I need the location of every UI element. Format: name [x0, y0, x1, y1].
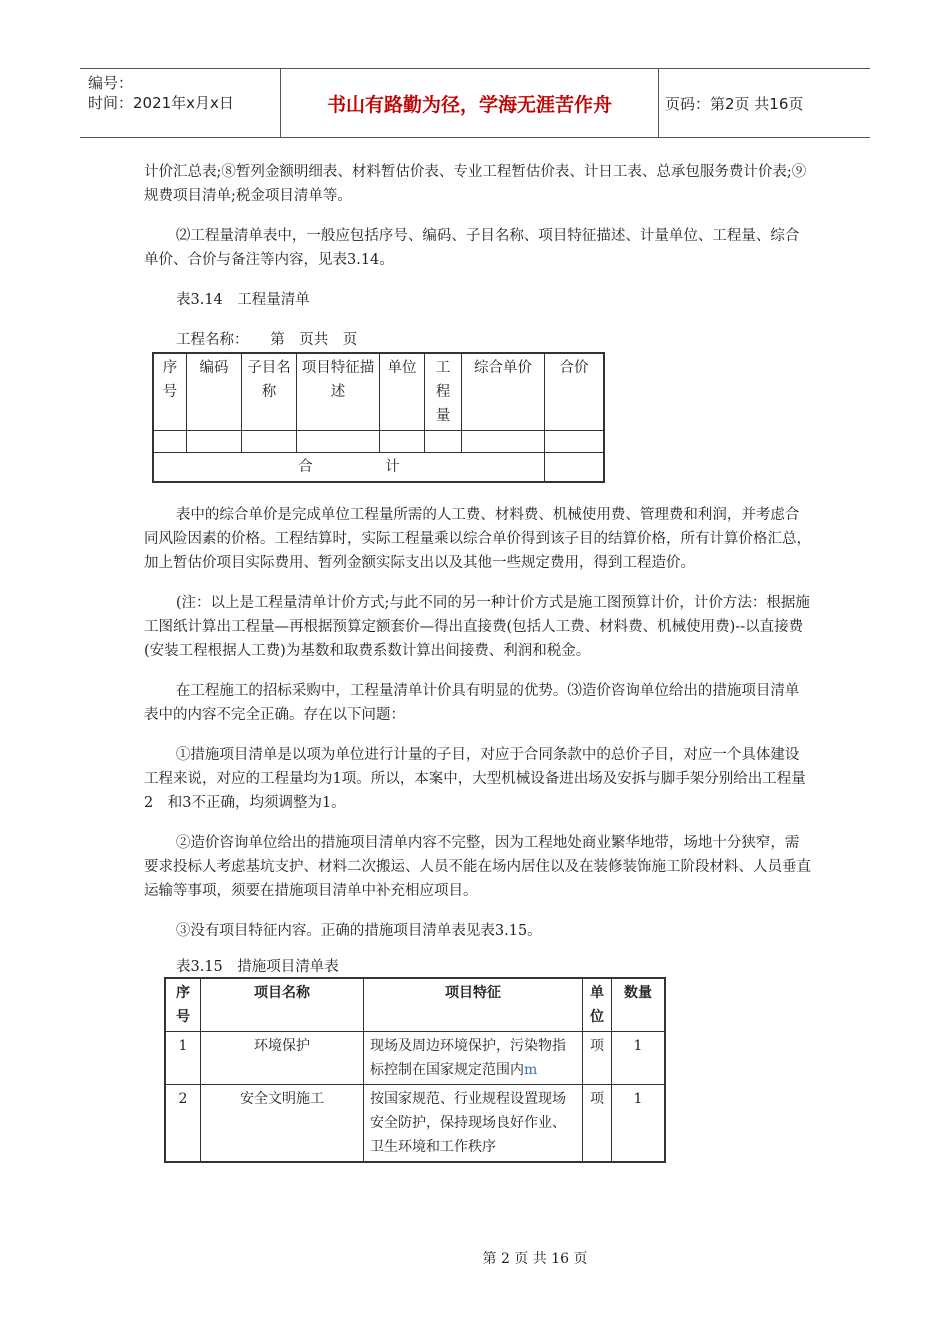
table-cell — [153, 431, 187, 453]
table-cell — [187, 431, 242, 453]
col-header: 序号 — [153, 353, 187, 431]
col-header: 合价 — [545, 353, 605, 431]
col-header: 项目特征描述 — [297, 353, 380, 431]
row-name: 环境保护 — [201, 1032, 364, 1085]
paragraph: 表中的综合单价是完成单位工程量所需的人工费、材料费、机械使用费、管理费和利润，并考虑合同风险因素的价格。工程结算时，实际工程量乘以综合单价得到该子目的结算价格，所有计算价格汇总，加上暂估价项目实际费用、暂列金额实际支出以及其他一些规定费用，得到工程造价。 — [144, 507, 811, 571]
row-qty: 1 — [612, 1032, 666, 1085]
table-row — [153, 431, 604, 453]
total-label: 合 计 — [153, 453, 545, 483]
table-cell — [425, 431, 462, 453]
table-cell — [242, 431, 297, 453]
paragraph: ⑵工程量清单表中，一般应包括序号、编码、子目名称、项目特征描述、计量单位、工程量、综合单价、合价与备注等内容，见表3.14。 — [144, 228, 800, 268]
paragraph: (注：以上是工程量清单计价方式;与此不同的另一种计价方式是施工图预算计价，计价方法：根据施工图纸计算出工程量—再根据预算定额套价—得出直接费(包括人工费、材料费、机械使用费)--以直接费(安装工程根据人工费)为基数和取费系数计算出间接费、利润和税金。 — [144, 595, 810, 659]
table-cell — [380, 431, 425, 453]
table-header-row — [165, 978, 665, 1032]
table-cell — [545, 431, 605, 453]
row-unit: 项 — [583, 1085, 612, 1163]
row-name: 安全文明施工 — [201, 1085, 364, 1163]
row-feature — [364, 1032, 583, 1085]
number-label: 编号： — [88, 74, 134, 92]
col-header: 单位 — [380, 353, 425, 431]
page-header — [80, 68, 870, 138]
row-qty: 1 — [612, 1085, 666, 1163]
header-meta — [80, 69, 281, 137]
paragraph: 在工程施工的招标采购中，工程量清单计价具有明显的优势。⑶造价咨询单位给出的措施项目清单表中的内容不完全正确。存在以下问题： — [144, 683, 800, 723]
col-header: 工程量 — [425, 353, 462, 431]
row-unit: 项 — [583, 1032, 612, 1085]
table2-caption: 表3.15 措施项目清单表 — [176, 959, 339, 975]
paragraph: ①措施项目清单是以项为单位进行计量的子目，对应于合同条款中的总价子目，对应一个具体建设工程来说，对应的工程量均为1项。所以，本案中，大型机械设备进出场及安拆与脚手架分别给出工程量2 和3不正确，均须调整为1。 — [144, 747, 806, 811]
header-page-label: 页码：第2页 共16页 — [665, 94, 804, 113]
table-row — [165, 1032, 665, 1085]
table-cell — [462, 431, 545, 453]
col-header: 综合单价 — [462, 353, 545, 431]
row-feature: 按国家规范、行业规程设置现场安全防护，保持现场良好作业、卫生环境和工作秩序 — [364, 1085, 583, 1163]
row-number: 2 — [165, 1085, 201, 1163]
row-number: 1 — [165, 1032, 201, 1085]
col-header: 数量 — [612, 978, 666, 1032]
table1-subcaption: 工程名称： 第 页共 页 — [176, 332, 358, 348]
footer-page-number: 第 2 页 共 16 页 — [482, 1251, 588, 1267]
col-header: 项目名称 — [201, 978, 364, 1032]
document-body — [144, 160, 812, 1163]
table-total-row — [153, 453, 604, 483]
feature-tail: m — [524, 1062, 538, 1078]
table-row — [165, 1085, 665, 1163]
col-header: 项目特征 — [364, 978, 583, 1032]
header-motto: 书山有路勤为径，学海无涯苦作舟 — [281, 69, 659, 137]
table-cell — [545, 453, 605, 483]
paragraph: ②造价咨询单位给出的措施项目清单内容不完整，因为工程地处商业繁华地带，场地十分狭窄，需要求投标人考虑基坑支护、材料二次搬运、人员不能在场内居住以及在装修装饰施工阶段材料、人员垂直运输等事项，须要在措施项目清单中补充相应项目。 — [144, 835, 811, 899]
quantity-list-table — [152, 352, 605, 483]
paragraph: ③没有项目特征内容。正确的措施项目清单表见表3.15。 — [175, 923, 542, 939]
measure-items-table — [164, 977, 666, 1163]
page-footer — [0, 1248, 950, 1268]
col-header: 子目名称 — [242, 353, 297, 431]
time-label: 时间：2021年x月x日 — [88, 94, 234, 112]
table-cell — [297, 431, 380, 453]
paragraph: 计价汇总表;⑧暂列金额明细表、材料暂估价表、专业工程暂估价表、计日工表、总承包服务费计价表;⑨规费项目清单;税金项目清单等。 — [144, 164, 807, 204]
col-header: 序号 — [165, 978, 201, 1032]
feature-text: 现场及周边环境保护，污染物指标控制在国家规定范围内 — [370, 1038, 566, 1078]
col-header: 单位 — [583, 978, 612, 1032]
table1-caption: 表3.14 工程量清单 — [176, 292, 310, 308]
col-header: 编码 — [187, 353, 242, 431]
table-header-row — [153, 353, 604, 431]
